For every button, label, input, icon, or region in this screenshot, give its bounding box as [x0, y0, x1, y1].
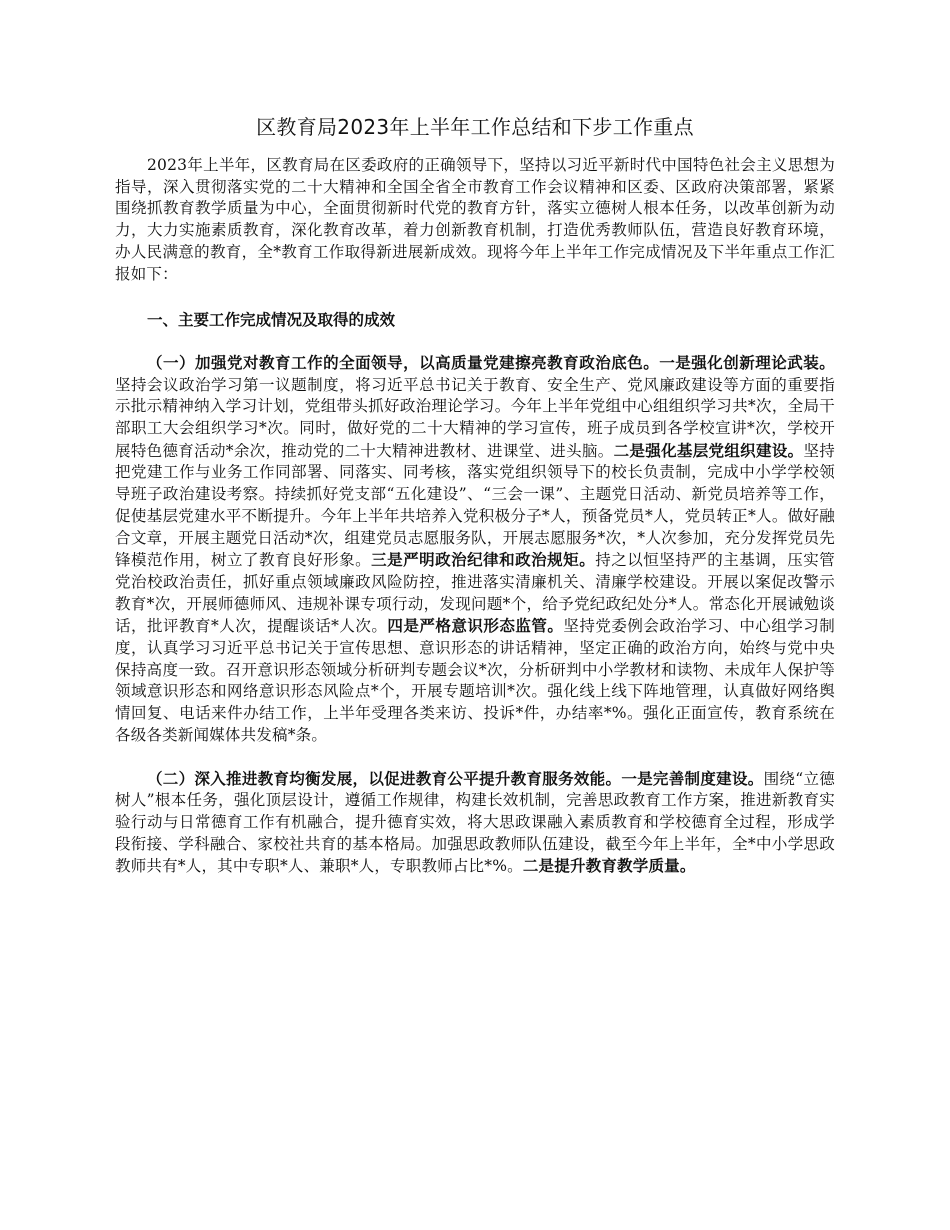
part2-sub2-title: 二是提升教育教学质量。	[522, 856, 696, 876]
part1-sub4-title: 四是严格意识形态监管。	[387, 616, 564, 636]
part1-paragraph	[115, 352, 835, 747]
part1-sub2-title: 二是强化基层党组织建设。	[613, 440, 804, 460]
part1-sub2-text: 坚持把党建工作与业务工作同部署、同落实、同考核，落实党组织领导下的校长负责制，完成中小学学校领导班子政治建设考察。持续抓好党支部“五化建设”、“三会一课”、主题党日活动、新党员培养等工作，促使基层党建水平不断提升。今年上半年共培养入党积极分子*人，预备党员*人，党员转正*人。做好融合文章，开展主题党日活动*次，组建党员志愿服务队，开展志愿服务*次，*人次参加，充分发挥党员先锋模范作用，树立了教育良好形象。	[115, 441, 836, 570]
part1-sub1-text: 坚持会议政治学习第一议题制度，将习近平总书记关于教育、安全生产、党风廉政建设等方面的重要指示批示精神纳入学习计划，党组带头抓好政治理论学习。今年上半年党组中心组组织学习共*次，全局干部职工大会组织学习*次。同时，做好党的二十大精神的学习宣传，班子成员到各学校宣讲*次，学校开展特色德育活动*余次，推动党的二十大精神进教材、进课堂、进头脑。	[115, 375, 835, 460]
part1-heading: （一）加强党对教育工作的全面领导，以高质量党建擦亮教育政治底色。	[147, 352, 660, 372]
intro-paragraph: 2023年上半年，区教育局在区委政府的正确领导下，坚持以习近平新时代中国特色社会主义思想为指导，深入贯彻落实党的二十大精神和全国全省全市教育工作会议精神和区委、区政府决策部署，紧紧围绕抓教育教学质量为中心，全面贯彻新时代党的教育方针，落实立德树人根本任务，以改革创新为动力，大力实施素质教育，深化教育改革，着力创新教育机制，打造优秀教师队伍，营造良好教育环境，办人民满意的教育，全*教育工作取得新进展新成效。现将今年上半年工作完成情况及下半年重点工作汇报如下：	[115, 156, 835, 283]
section-heading-1: 一、主要工作完成情况及取得的成效	[147, 310, 396, 330]
part1-sub1-title: 一是强化创新理论武装。	[659, 352, 836, 372]
part2-paragraph	[115, 768, 835, 879]
document-title: 区教育局2023年上半年工作总结和下步工作重点	[256, 115, 694, 139]
part2-sub1-title: 一是完善制度建设。	[621, 768, 764, 788]
part1-sub3-title: 三是严明政治纪律和政治规矩。	[371, 550, 596, 570]
document-page	[115, 112, 835, 878]
part2-heading: （二）深入推进教育均衡发展，以促进教育公平提升教育服务效能。	[147, 768, 622, 788]
part1-sub4-text: 坚持党委例会政治学习、中心组学习制度，认真学习习近平总书记关于宣传思想、意识形态的讲话精神，坚定正确的政治方向，始终与党中央保持高度一致。召开意识形态领域分析研判专题会议*次，分析研判中小学教材和读物、未成年人保护等领域意识形态和网络意识形态风险点*个，开展专题培训*次。强化线上线下阵地管理，认真做好网络舆情回复、电话来件办结工作，上半年受理各类来访、投诉*件，办结率*%。强化正面宣传，教育系统在各级各类新闻媒体共发稿*条。	[115, 617, 835, 744]
part1-sub3-text: 持之以恒坚持严的主基调，压实管党治校政治责任，抓好重点领域廉政风险防控，推进落实清廉机关、清廉学校建设。开展以案促改警示教育*次，开展师德师风、违规补课专项行动，发现问题*个，给予党纪政纪处分*人。常态化开展诫勉谈话，批评教育*人次，提醒谈话*人次。	[115, 551, 835, 636]
part2-sub1-text: 围绕“立德树人”根本任务，强化顶层设计，遵循工作规律，构建长效机制，完善思政教育工作方案，推进新教育实验行动与日常德育工作有机融合，提升德育实效，将大思政课融入素质教育和学校德育全过程，形成学段衔接、学科融合、家校社共育的基本格局。加强思政教师队伍建设，截至今年上半年，全*中小学思政教师共有*人，其中专职*人、兼职*人，专职教师占比*%。	[115, 769, 835, 876]
